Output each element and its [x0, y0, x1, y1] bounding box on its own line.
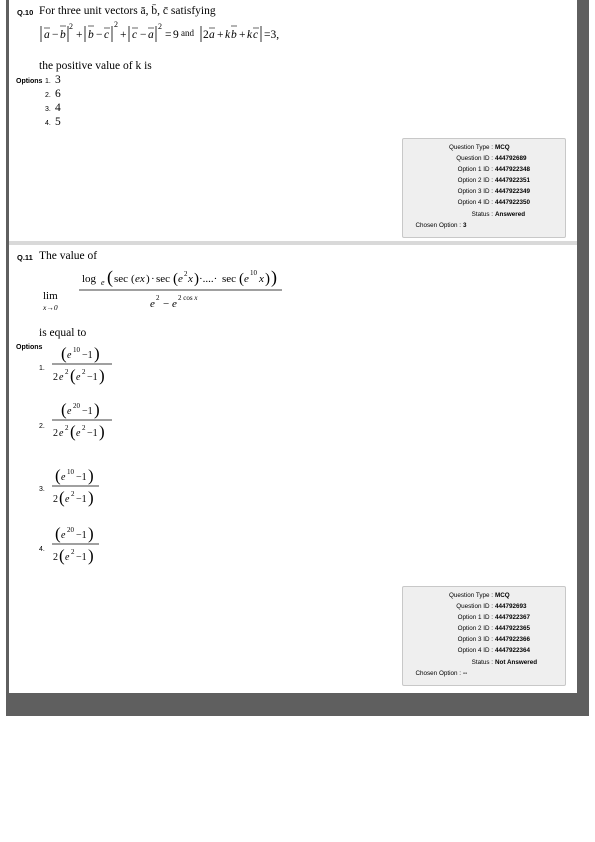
svg-text:): ): [99, 422, 105, 441]
chosen-option-value: --: [463, 670, 468, 677]
info-value: 4447922365: [495, 625, 531, 632]
svg-text:(: (: [107, 267, 113, 287]
info-row: [403, 199, 565, 206]
svg-text:=: =: [165, 29, 172, 41]
svg-text:c: c: [132, 29, 138, 41]
option-number: 3.: [45, 106, 51, 113]
option-number: 4.: [39, 546, 45, 553]
svg-text:10: 10: [73, 346, 80, 354]
info-key: Question Type :: [449, 592, 493, 599]
svg-text:b: b: [231, 29, 237, 41]
svg-text:): ): [88, 488, 94, 507]
svg-text:2: 2: [53, 428, 58, 439]
svg-text:−1: −1: [76, 552, 87, 563]
svg-text:a: a: [148, 29, 154, 41]
info-row: [403, 177, 565, 184]
svg-text:e: e: [150, 298, 155, 310]
svg-text:): ): [88, 524, 94, 543]
info-value: 4447922350: [495, 199, 531, 206]
option-2-fraction: [39, 397, 119, 449]
svg-text:−1: −1: [76, 472, 87, 483]
svg-text:(: (: [173, 271, 178, 287]
svg-text:2: 2: [53, 494, 58, 505]
svg-text:x: x: [188, 273, 193, 285]
svg-text:−: −: [163, 298, 170, 310]
svg-text:+: +: [120, 29, 127, 41]
svg-text:e: e: [65, 494, 70, 505]
info-row: [403, 155, 565, 162]
svg-text:20: 20: [73, 402, 80, 410]
option-number: 2.: [45, 92, 51, 99]
svg-text:−1: −1: [87, 372, 98, 383]
svg-text:−1: −1: [76, 530, 87, 541]
svg-text:k: k: [225, 29, 231, 41]
info-row: [403, 659, 565, 666]
question-info-box: [402, 586, 566, 686]
question-text: the positive value of k is: [39, 60, 152, 72]
svg-text:e: e: [76, 428, 81, 439]
svg-text:b: b: [60, 29, 66, 41]
svg-text:): ): [94, 344, 100, 363]
svg-text:): ): [99, 366, 105, 385]
info-value: MCQ: [495, 592, 510, 599]
question-10-panel: [9, 0, 577, 241]
info-value: 4447922348: [495, 166, 531, 173]
svg-text:e: e: [172, 298, 177, 310]
info-row: [403, 188, 565, 195]
info-row: [403, 614, 565, 621]
info-key: Question ID :: [456, 155, 493, 162]
info-key: Option 4 ID :: [457, 647, 493, 654]
svg-text:k: k: [247, 29, 253, 41]
limit-word: lim: [43, 290, 58, 302]
info-key: Chosen Option :: [415, 670, 461, 677]
info-key: Option 2 ID :: [457, 177, 493, 184]
svg-text:): ): [146, 273, 150, 285]
svg-text:−: −: [140, 29, 147, 41]
and-word: and: [181, 28, 194, 38]
svg-text:9: 9: [173, 29, 179, 41]
info-key: Option 1 ID :: [457, 614, 493, 621]
option-3-fraction: [39, 463, 119, 515]
info-value: 444792689: [495, 155, 527, 162]
info-row: [403, 636, 565, 643]
svg-text:e: e: [244, 273, 249, 285]
svg-text:sec: sec: [114, 273, 129, 285]
svg-text:): ): [88, 466, 94, 485]
options-label: Options: [16, 78, 43, 85]
option-1-fraction: [39, 341, 119, 393]
svg-text:2: 2: [156, 294, 160, 302]
info-row: [403, 222, 565, 229]
option-value: 6: [55, 88, 61, 100]
chosen-option-value: 3: [463, 222, 467, 229]
svg-text:2: 2: [65, 368, 69, 376]
svg-text:2: 2: [71, 548, 75, 556]
option-number: 4.: [45, 120, 51, 127]
question-stem: For three unit vectors ā, b̄, c̄ satisfying: [39, 5, 216, 17]
question-number: Q.11: [17, 253, 33, 262]
svg-text:b: b: [88, 29, 94, 41]
info-row: [403, 166, 565, 173]
svg-text:2 cos x: 2 cos x: [178, 294, 198, 302]
svg-text:(: (: [61, 400, 67, 419]
svg-text:): ): [265, 271, 270, 287]
info-row: [403, 592, 565, 599]
svg-text:(: (: [61, 344, 67, 363]
svg-text:(: (: [55, 466, 61, 485]
svg-text:(: (: [239, 271, 244, 287]
svg-text:x: x: [259, 273, 264, 285]
info-key: Status :: [471, 659, 493, 666]
option-number: 2.: [39, 423, 45, 430]
info-key: Question ID :: [456, 603, 493, 610]
svg-text:−: −: [52, 29, 59, 41]
svg-text:e: e: [65, 552, 70, 563]
info-key: Option 4 ID :: [457, 199, 493, 206]
question-tail: is equal to: [39, 327, 87, 339]
svg-text:2: 2: [158, 22, 162, 31]
svg-text:−1: −1: [82, 406, 93, 417]
svg-text:2: 2: [53, 552, 58, 563]
status-value: Not Answered: [495, 659, 538, 666]
svg-text:e: e: [76, 372, 81, 383]
info-row: [403, 211, 565, 218]
svg-text:sec: sec: [156, 273, 171, 285]
svg-text:+: +: [76, 29, 83, 41]
svg-text:): ): [94, 400, 100, 419]
info-row: [403, 625, 565, 632]
svg-text:): ): [194, 271, 199, 287]
question-11-panel: [9, 245, 577, 693]
svg-text:(: (: [70, 422, 76, 441]
svg-text:a: a: [209, 29, 215, 41]
svg-text:2: 2: [71, 490, 75, 498]
info-value: 4447922351: [495, 177, 531, 184]
svg-text:+: +: [217, 29, 224, 41]
svg-text:(: (: [131, 273, 135, 285]
svg-text:e: e: [101, 278, 105, 287]
svg-text:log: log: [82, 273, 97, 285]
svg-text:−1: −1: [82, 350, 93, 361]
svg-text:=3,: =3,: [264, 29, 280, 41]
svg-text:(: (: [59, 488, 65, 507]
info-key: Option 3 ID :: [457, 188, 493, 195]
info-value: 4447922349: [495, 188, 531, 195]
info-value: 4447922364: [495, 647, 531, 654]
option-number: 1.: [39, 365, 45, 372]
info-key: Option 3 ID :: [457, 636, 493, 643]
info-row: [403, 647, 565, 654]
info-value: 4447922366: [495, 636, 531, 643]
info-key: Option 2 ID :: [457, 625, 493, 632]
svg-text:ex: ex: [135, 273, 145, 285]
svg-text:e: e: [59, 372, 64, 383]
option-value: 3: [55, 74, 61, 86]
option-4-fraction: [39, 521, 119, 573]
status-value: Answered: [495, 211, 526, 218]
svg-text:·....·: ·....·: [199, 273, 218, 285]
svg-text:10: 10: [250, 269, 257, 277]
option-number: 3.: [39, 486, 45, 493]
svg-text:2: 2: [82, 368, 86, 376]
svg-text:): ): [88, 546, 94, 565]
info-key: Question Type :: [449, 144, 493, 151]
svg-text:10: 10: [67, 468, 74, 476]
svg-text:2: 2: [69, 22, 73, 31]
limit-subscript: x→0: [43, 303, 58, 312]
question-info-box: [402, 138, 566, 238]
svg-text:): ): [271, 267, 277, 287]
svg-text:−1: −1: [87, 428, 98, 439]
svg-text:2: 2: [82, 424, 86, 432]
info-row: [403, 144, 565, 151]
info-key: Status :: [471, 211, 493, 218]
svg-text:+: +: [239, 29, 246, 41]
svg-text:c: c: [104, 29, 110, 41]
svg-text:−1: −1: [76, 494, 87, 505]
svg-text:2: 2: [203, 29, 209, 41]
svg-text:e: e: [59, 428, 64, 439]
svg-text:e: e: [178, 273, 183, 285]
option-value: 4: [55, 102, 61, 114]
svg-text:(: (: [59, 546, 65, 565]
svg-text:2: 2: [53, 372, 58, 383]
svg-text:sec: sec: [222, 273, 237, 285]
svg-text:2: 2: [65, 424, 69, 432]
svg-text:−: −: [96, 29, 103, 41]
svg-text:2: 2: [184, 270, 188, 278]
info-key: Chosen Option :: [415, 222, 461, 229]
info-value: 4447922367: [495, 614, 531, 621]
svg-text:·: ·: [151, 273, 155, 285]
info-key: Option 1 ID :: [457, 166, 493, 173]
svg-text:e: e: [61, 472, 66, 483]
svg-text:e: e: [67, 350, 72, 361]
option-number: 1.: [45, 78, 51, 85]
svg-text:20: 20: [67, 526, 74, 534]
info-row: [403, 670, 565, 677]
svg-text:e: e: [67, 406, 72, 417]
svg-text:(: (: [55, 524, 61, 543]
options-label: Options: [16, 344, 43, 351]
info-row: [403, 603, 565, 610]
option-value: 5: [55, 116, 61, 128]
vector-condition-equation-2: [199, 20, 319, 46]
question-stem: The value of: [39, 250, 98, 262]
svg-text:e: e: [61, 530, 66, 541]
limit-expression: [37, 263, 317, 321]
svg-text:c: c: [253, 29, 259, 41]
svg-text:(: (: [70, 366, 76, 385]
svg-text:a: a: [44, 29, 50, 41]
info-value: 444792693: [495, 603, 527, 610]
question-number: Q.10: [17, 8, 34, 17]
svg-text:2: 2: [114, 20, 118, 29]
info-value: MCQ: [495, 144, 510, 151]
